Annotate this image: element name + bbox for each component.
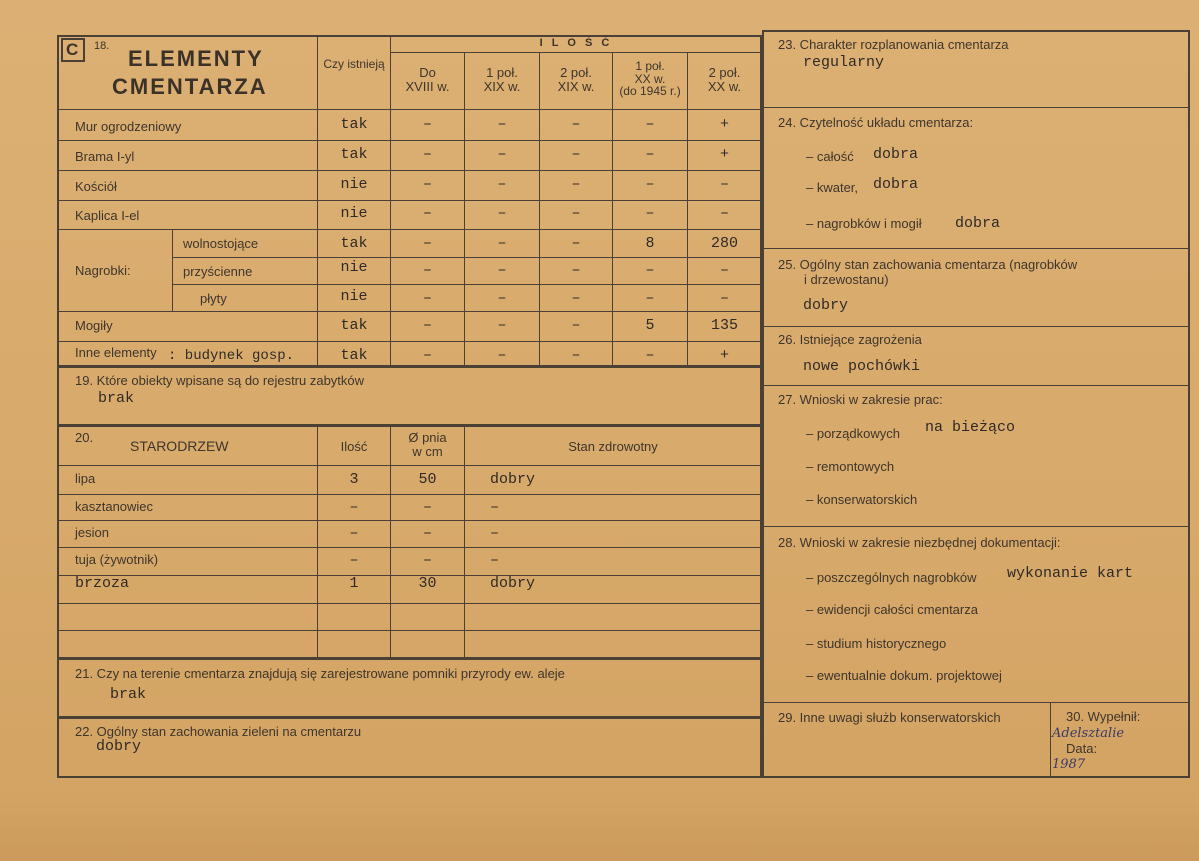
period-value-cell: – [645, 347, 655, 364]
q27-item-label: – konserwatorskich [806, 492, 918, 507]
element-label: Kościół [75, 179, 117, 194]
nagrobki-label: Nagrobki: [75, 263, 131, 278]
trees-col-diameter-line2: w cm [412, 444, 443, 460]
tree-diameter: – [422, 499, 432, 516]
q28-label: 28. Wnioski w zakresie niezbędnej dokumentacji: [778, 535, 1061, 550]
col-exists-header: Czy istnieją [323, 57, 385, 71]
q30-signature: Adelsztalie [1052, 726, 1125, 741]
period-value-cell: – [645, 262, 655, 279]
period-value-cell: – [422, 317, 432, 334]
q19-answer: brak [98, 390, 135, 407]
period-value-cell: – [719, 262, 729, 279]
period-value-cell: – [497, 116, 507, 133]
tree-count: – [349, 525, 359, 542]
element-extra-typed: : budynek gosp. [168, 348, 295, 364]
q23-answer: regularny [803, 54, 885, 71]
period-header [613, 60, 687, 98]
trees-col-diameter [391, 431, 464, 460]
period-header-line1: Do [419, 65, 436, 80]
trees-section-number: 20. [75, 430, 94, 445]
period-value-cell: – [645, 176, 655, 193]
section-letter: C [66, 40, 79, 59]
period-value-cell: – [645, 146, 655, 163]
q27-item-label: – porządkowych [806, 426, 900, 441]
period-value-cell: – [497, 347, 507, 364]
period-value-cell: – [645, 116, 655, 133]
period-value-cell: – [571, 205, 581, 222]
tree-diameter: 30 [418, 575, 437, 592]
period-header-line1: 1 poł. [635, 59, 665, 73]
element-label: Mur ogrodzeniowy [75, 119, 182, 134]
period-header-line2: XIX w. [483, 79, 521, 95]
element-label: Inne elementy [75, 345, 157, 360]
period-value-cell: – [571, 290, 581, 307]
q21-label: 21. Czy na terenie cmentarza znajdują się zarejestrowane pomniki przyrody ew. aleje [75, 666, 565, 681]
q25-label-line1: 25. Ogólny stan zachowania cmentarza (nagrobków [778, 257, 1078, 272]
q30-date-label: Data: [1066, 741, 1098, 756]
tree-diameter: 50 [418, 471, 437, 488]
exists-value: tak [340, 235, 368, 252]
tree-name: tuja (żywotnik) [75, 552, 159, 567]
section-number: 18. [94, 40, 110, 52]
q24-item-label: – kwater, [806, 180, 859, 195]
q26-answer: nowe pochówki [803, 358, 921, 375]
period-value-cell: 280 [710, 235, 738, 252]
period-value-cell: – [571, 347, 581, 364]
q22-label: 22. Ogólny stan zachowania zieleni na cmentarzu [75, 724, 362, 739]
quantity-header: I L O Ś Ć [539, 37, 613, 49]
trees-col-diameter-line1: Ø pnia [408, 430, 447, 445]
q28-item-answer: wykonanie kart [1007, 565, 1134, 582]
q19-label: 19. Które obiekty wpisane są do rejestru zabytków [75, 373, 365, 388]
q27-label: 27. Wnioski w zakresie prac: [778, 392, 943, 407]
element-label: Brama I-yl [75, 149, 135, 164]
tree-health: – [490, 499, 500, 516]
period-header-line1: 2 poł. [560, 65, 592, 80]
q27-item-label: – remontowych [806, 459, 895, 474]
period-value-cell: – [497, 262, 507, 279]
period-value-cell: – [571, 116, 581, 133]
period-value-cell: – [645, 290, 655, 307]
tree-count: – [349, 499, 359, 516]
period-header [465, 66, 539, 95]
q28-item-label: – poszczególnych nagrobków [806, 570, 977, 585]
period-value-cell: – [422, 176, 432, 193]
period-value-cell: – [571, 176, 581, 193]
tree-diameter: – [422, 525, 432, 542]
exists-value: tak [340, 347, 368, 364]
exists-value: nie [340, 288, 368, 305]
q24-item-answer: dobra [873, 146, 919, 163]
period-value-cell: 135 [710, 317, 738, 334]
period-value-cell: – [497, 146, 507, 163]
element-label: płyty [200, 291, 227, 306]
q24-label: 24. Czytelność układu cmentarza: [778, 115, 974, 130]
period-value-cell: – [497, 235, 507, 252]
exists-value: tak [340, 317, 368, 334]
period-value-cell: + [719, 146, 729, 163]
tree-name: brzoza [75, 575, 130, 592]
q24-item-label: – całość [806, 149, 854, 164]
tree-count: 3 [349, 471, 359, 488]
q27-item-answer: na bieżąco [925, 419, 1016, 436]
tree-health: dobry [490, 575, 536, 592]
elements-title-line2: CMENTARZA [112, 74, 268, 99]
q28-item-label: – studium historycznego [806, 636, 947, 651]
tree-diameter: – [422, 552, 432, 569]
period-value-cell: – [422, 347, 432, 364]
period-header-line2: XX w. [707, 79, 742, 95]
period-value-cell: – [571, 235, 581, 252]
q22-answer: dobry [96, 738, 142, 755]
q30-date-value: 1987 [1052, 757, 1086, 772]
period-value-cell: 5 [645, 317, 655, 334]
tree-health: – [490, 552, 500, 569]
tree-name: jesion [75, 525, 109, 540]
q25-label-line2: i drzewostanu) [804, 272, 889, 287]
period-value-cell: – [497, 205, 507, 222]
period-value-cell: 8 [645, 235, 655, 252]
trees-col-health: Stan zdrowotny [568, 439, 658, 454]
period-header-line2: XVIII w. [405, 79, 450, 95]
period-header [540, 66, 612, 95]
tree-name: lipa [75, 471, 96, 486]
q26-label: 26. Istniejące zagrożenia [778, 332, 922, 347]
element-label: przyścienne [183, 264, 253, 279]
period-value-cell: – [422, 146, 432, 163]
exists-value: nie [340, 205, 368, 222]
period-value-cell: – [497, 176, 507, 193]
elements-title-line1: ELEMENTY [128, 46, 264, 71]
period-header-line3: (do 1945 r.) [619, 84, 681, 99]
period-value-cell: – [719, 205, 729, 222]
period-value-cell: + [719, 347, 729, 364]
exists-value: nie [340, 176, 368, 193]
period-header [391, 66, 464, 95]
q24-item-answer: dobra [955, 215, 1001, 232]
tree-count: – [349, 552, 359, 569]
period-value-cell: – [571, 146, 581, 163]
exists-value: tak [340, 116, 368, 133]
period-value-cell: – [422, 290, 432, 307]
period-value-cell: – [422, 235, 432, 252]
period-header-line2: XX w. [634, 71, 666, 86]
period-value-cell: – [422, 262, 432, 279]
tree-health: – [490, 525, 500, 542]
q24-item-answer: dobra [873, 176, 919, 193]
period-value-cell: – [645, 205, 655, 222]
q30-label: 30. Wypełnił: [1066, 709, 1141, 724]
q24-item-label: – nagrobków i mogił [806, 216, 922, 231]
period-value-cell: – [422, 116, 432, 133]
period-value-cell: – [719, 176, 729, 193]
tree-health: dobry [490, 471, 536, 488]
q25-answer: dobry [803, 297, 849, 314]
period-value-cell: – [497, 290, 507, 307]
q23-label: 23. Charakter rozplanowania cmentarza [778, 37, 1009, 52]
tree-count: 1 [349, 575, 359, 592]
period-header-line1: 2 poł. [708, 65, 741, 80]
exists-value: nie [340, 259, 368, 276]
period-value-cell: – [719, 290, 729, 307]
paper-stain [0, 800, 1199, 861]
element-label: Kaplica I-el [75, 208, 140, 223]
period-header-line2: XIX w. [557, 79, 595, 95]
period-header-line1: 1 poł. [486, 65, 518, 80]
trees-col-count: Ilość [340, 439, 368, 454]
trees-title: STARODRZEW [130, 438, 229, 454]
q21-answer: brak [110, 686, 147, 703]
q28-item-label: – ewidencji całości cmentarza [806, 602, 978, 617]
period-header [688, 66, 761, 95]
period-value-cell: – [422, 205, 432, 222]
q29-label: 29. Inne uwagi służb konserwatorskich [778, 710, 1001, 725]
element-label: wolnostojące [183, 236, 259, 251]
period-value-cell: + [719, 116, 729, 133]
tree-name: kasztanowiec [75, 499, 154, 514]
exists-value: tak [340, 146, 368, 163]
q28-item-label: – ewentualnie dokum. projektowej [806, 668, 1002, 683]
period-value-cell: – [497, 317, 507, 334]
period-value-cell: – [571, 262, 581, 279]
element-label: Mogiły [75, 318, 113, 333]
period-value-cell: – [571, 317, 581, 334]
